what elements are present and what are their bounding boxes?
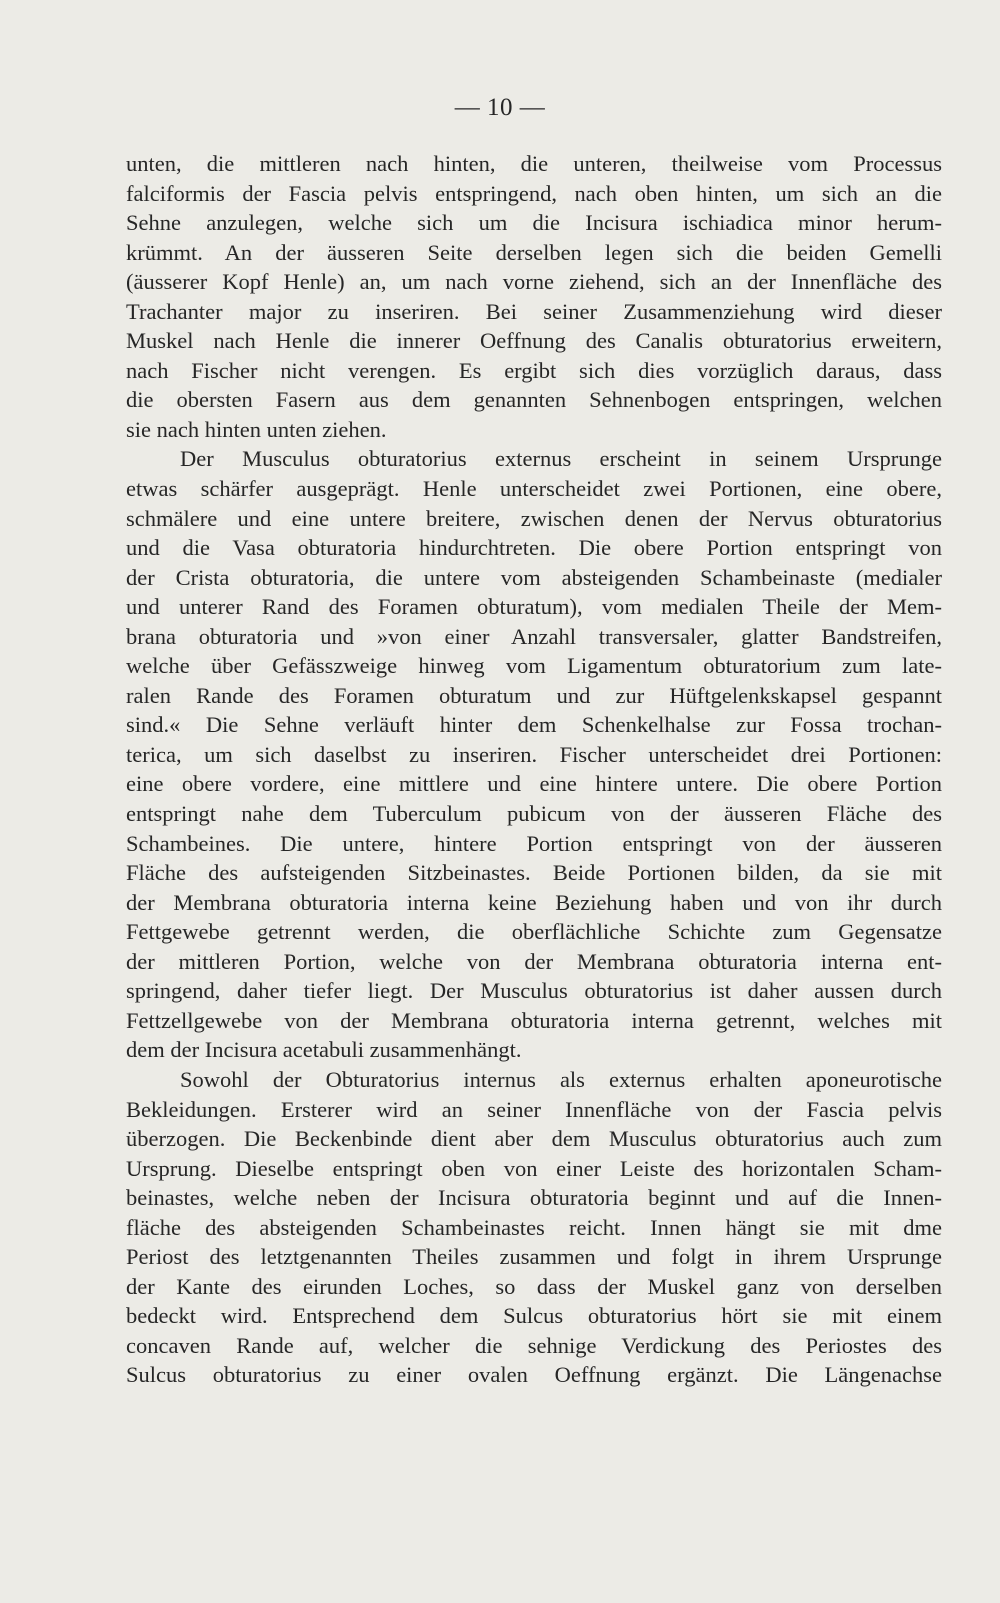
text-line: concaven Rande auf, welcher die sehnige Verdickung des Periostes des bbox=[126, 1332, 942, 1358]
text-line: Bekleidungen. Ersterer wird an seiner Innenfläche von der Fascia pelvis bbox=[126, 1096, 942, 1122]
text-line: der mittleren Portion, welche von der Membrana obturatoria interna ent- bbox=[126, 948, 942, 974]
text-line: Sehne anzulegen, welche sich um die Incisura ischiadica minor herum- bbox=[126, 210, 942, 236]
text-line: unten, die mittleren nach hinten, die unteren, theilweise vom Processus bbox=[126, 151, 942, 176]
text-line: ralen Rande des Foramen obturatum und zur Hüftgelenkskapsel gespannt bbox=[126, 682, 942, 708]
text-line: welche über Gefässzweige hinweg vom Ligamentum obturatorium zum late- bbox=[126, 653, 942, 679]
text-line: die obersten Fasern aus dem genannten Sehnenbogen entspringen, welchen bbox=[126, 387, 942, 413]
text-line: sind.« Die Sehne verläuft hinter dem Schenkelhalse zur Fossa trochan- bbox=[126, 712, 942, 738]
text-line: Periost des letztgenannten Theiles zusammen und folgt in ihrem Ursprunge bbox=[126, 1244, 942, 1270]
text-line: fläche des absteigenden Schambeinastes reicht. Innen hängt sie mit dme bbox=[126, 1214, 942, 1240]
text-line: Fläche des aufsteigenden Sitzbeinastes. Beide Portionen bilden, da sie mit bbox=[126, 860, 942, 886]
text-line: krümmt. An der äusseren Seite derselben legen sich die beiden Gemelli bbox=[126, 239, 942, 265]
text-line: falciformis der Fascia pelvis entspringend, nach oben hinten, um sich an die bbox=[126, 180, 942, 206]
text-line: Trachanter major zu inseriren. Bei seiner Zusammenziehung wird dieser bbox=[126, 298, 942, 324]
text-line: Der Musculus obturatorius externus erscheint in seinem Ursprunge bbox=[180, 446, 942, 472]
text-line: und die Vasa obturatoria hindurchtreten. Die obere Portion entspringt von bbox=[126, 535, 942, 561]
page-number: — 10 — bbox=[454, 94, 546, 121]
paragraph-3 bbox=[126, 1065, 942, 1390]
paragraph-2 bbox=[126, 444, 942, 1064]
text-line: Ursprung. Dieselbe entspringt oben von einer Leiste des horizontalen Scham- bbox=[126, 1155, 942, 1181]
text-line: (äusserer Kopf Henle) an, um nach vorne ziehend, sich an der Innenfläche des bbox=[126, 269, 942, 295]
text-line: entspringt nahe dem Tuberculum pubicum von der äusseren Fläche des bbox=[126, 801, 942, 827]
text-line: terica, um sich daselbst zu inseriren. Fischer unterscheidet drei Portionen: bbox=[126, 741, 942, 767]
text-line: springend, daher tiefer liegt. Der Musculus obturatorius ist daher aussen durch bbox=[126, 978, 942, 1004]
text-line: eine obere vordere, eine mittlere und eine hintere untere. Die obere Portion bbox=[126, 771, 942, 797]
text-line: beinastes, welche neben der Incisura obturatoria beginnt und auf die Innen- bbox=[126, 1185, 942, 1211]
text-line: überzogen. Die Beckenbinde dient aber dem Musculus obturatorius auch zum bbox=[126, 1126, 942, 1152]
text-line: der Kante des eirunden Loches, so dass der Muskel ganz von derselben bbox=[126, 1273, 942, 1299]
text-line: Fettgewebe getrennt werden, die oberflächliche Schichte zum Gegensatze bbox=[126, 919, 942, 945]
text-line: Sowohl der Obturatorius internus als externus erhalten aponeurotische bbox=[180, 1066, 942, 1092]
text-line: Schambeines. Die untere, hintere Portion entspringt von der äusseren bbox=[126, 830, 942, 856]
text-line: dem der Incisura acetabuli zusammenhängt. bbox=[126, 1037, 522, 1063]
text-line: sie nach hinten unten ziehen. bbox=[126, 416, 387, 442]
text-line: nach Fischer nicht verengen. Es ergibt sich dies vorzüglich daraus, dass bbox=[126, 357, 942, 383]
text-line: Fettzellgewebe von der Membrana obturatoria interna getrennt, welches mit bbox=[126, 1007, 942, 1033]
text-line: brana obturatoria und »von einer Anzahl transversaler, glatter Bandstreifen, bbox=[126, 623, 942, 649]
text-line: Sulcus obturatorius zu einer ovalen Oeffnung ergänzt. Die Längenachse bbox=[126, 1362, 942, 1388]
text-line: bedeckt wird. Entsprechend dem Sulcus obturatorius hört sie mit einem bbox=[126, 1303, 942, 1329]
text-line: der Crista obturatoria, die untere vom absteigenden Schambeinaste (medialer bbox=[126, 564, 942, 590]
text-line: schmälere und eine untere breitere, zwischen denen der Nervus obturatorius bbox=[126, 505, 942, 531]
text-line: und unterer Rand des Foramen obturatum), vom medialen Theile der Mem- bbox=[126, 594, 942, 620]
text-line: der Membrana obturatoria interna keine Beziehung haben und von ihr durch bbox=[126, 889, 942, 915]
text-line: etwas schärfer ausgeprägt. Henle unterscheidet zwei Portionen, eine obere, bbox=[126, 476, 942, 502]
text-body bbox=[126, 149, 942, 1390]
text-line: Muskel nach Henle die innerer Oeffnung des Canalis obturatorius erweitern, bbox=[126, 328, 942, 354]
paragraph-1 bbox=[126, 149, 942, 444]
